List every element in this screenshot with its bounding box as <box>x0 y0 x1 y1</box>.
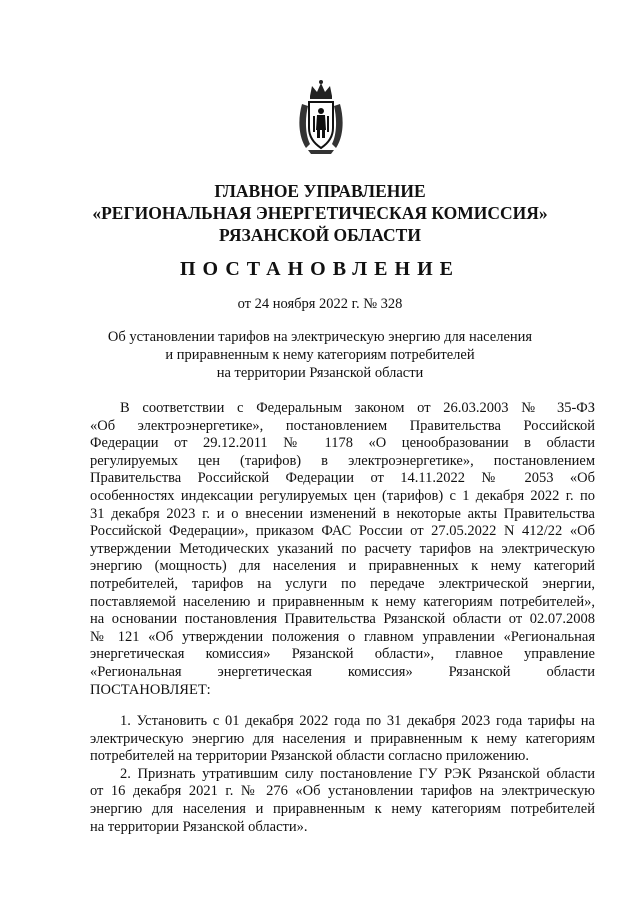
preamble-line: потребителей, тарифов на услуги по передаче электрической энергии, <box>90 575 595 592</box>
preamble-line: Федерации от 29.12.2011 № 1178 «О ценообразовании в области <box>90 435 595 452</box>
preamble-line: поставляемой населению и приравненным к нему категориям потребителей», <box>90 593 595 610</box>
preamble-line: энергетическая комиссия» Рязанской области», главное управление <box>90 646 595 663</box>
preamble-line: В соответствии с Федеральным законом от 26.03.2003 № 35-ФЗ <box>120 400 595 416</box>
date-number: от 24 ноября 2022 г. № 328 <box>237 296 403 312</box>
document-body <box>90 400 595 836</box>
authority-title-line-2: «РЕГИОНАЛЬНАЯ ЭНЕРГЕТИЧЕСКАЯ КОМИССИЯ» <box>92 203 548 223</box>
ryazan-coat-of-arms-icon <box>296 78 346 156</box>
preamble-line: особенностях индексации регулируемых цен (тарифов) с 1 декабря 2022 г. по <box>90 487 595 504</box>
preamble-line: энергию (мощность) для населения и приравненных к нему категорий <box>90 558 595 575</box>
preamble-line: на основании постановления Правительства Рязанской области от 02.07.2008 <box>90 611 595 628</box>
subject-line: Об установлении тарифов на электрическую энергию для населения <box>107 329 533 345</box>
preamble-line: № 121 «Об утверждении положения о главном управлении «Региональная <box>90 628 595 645</box>
item-2-line: от 16 декабря 2021 г. № 276 «Об установлении тарифов на электрическую <box>90 783 595 800</box>
preamble-line: Российской Федерации», приказом ФАС России от 27.05.2022 N 412/22 «Об <box>90 523 595 540</box>
preamble-line: регулируемых цен (тарифов) в электроэнергетике», постановлением <box>90 452 595 469</box>
item-1-line: 1. Установить с 01 декабря 2022 года по 31 декабря 2023 года тарифы на <box>120 713 595 730</box>
preamble-line: ПОСТАНОВЛЯЕТ: <box>90 681 211 698</box>
document-subject <box>0 328 640 382</box>
subject-line: и приравненным к нему категориям потребителей <box>165 347 475 363</box>
subject-line: на территории Рязанской области <box>216 365 424 381</box>
item-2-line: на территории Рязанской области». <box>90 818 308 835</box>
item-1-line: потребителей на территории Рязанской области согласно приложению. <box>90 748 529 765</box>
preamble-line: 31 декабря 2023 г. и о внесении изменений в некоторые акты Правительства <box>90 505 595 522</box>
item-2-line: энергию для населения и приравненным к нему категориям потребителей <box>90 801 595 818</box>
preamble-line: утверждении Методических указаний по расчету тарифов на электрическую <box>90 540 595 557</box>
authority-title-line-1: ГЛАВНОЕ УПРАВЛЕНИЕ <box>214 181 426 201</box>
preamble-line: «Региональная энергетическая комиссия» Рязанской области <box>90 663 595 680</box>
item-2-line: 2. Признать утратившим силу постановление ГУ РЭК Рязанской области <box>120 765 595 782</box>
document-type-heading: ПОСТАНОВЛЕНИЕ <box>180 258 460 280</box>
item-1-line: электрическую энергию для населения и приравненным к нему категориям <box>90 730 595 747</box>
preamble-line: «Об электроэнергетике», постановлением Правительства Российской <box>90 417 595 434</box>
authority-title-line-3: РЯЗАНСКОЙ ОБЛАСТИ <box>219 225 421 245</box>
preamble-line: Правительства Российской Федерации от 14.11.2022 № 2053 «Об <box>90 470 595 487</box>
